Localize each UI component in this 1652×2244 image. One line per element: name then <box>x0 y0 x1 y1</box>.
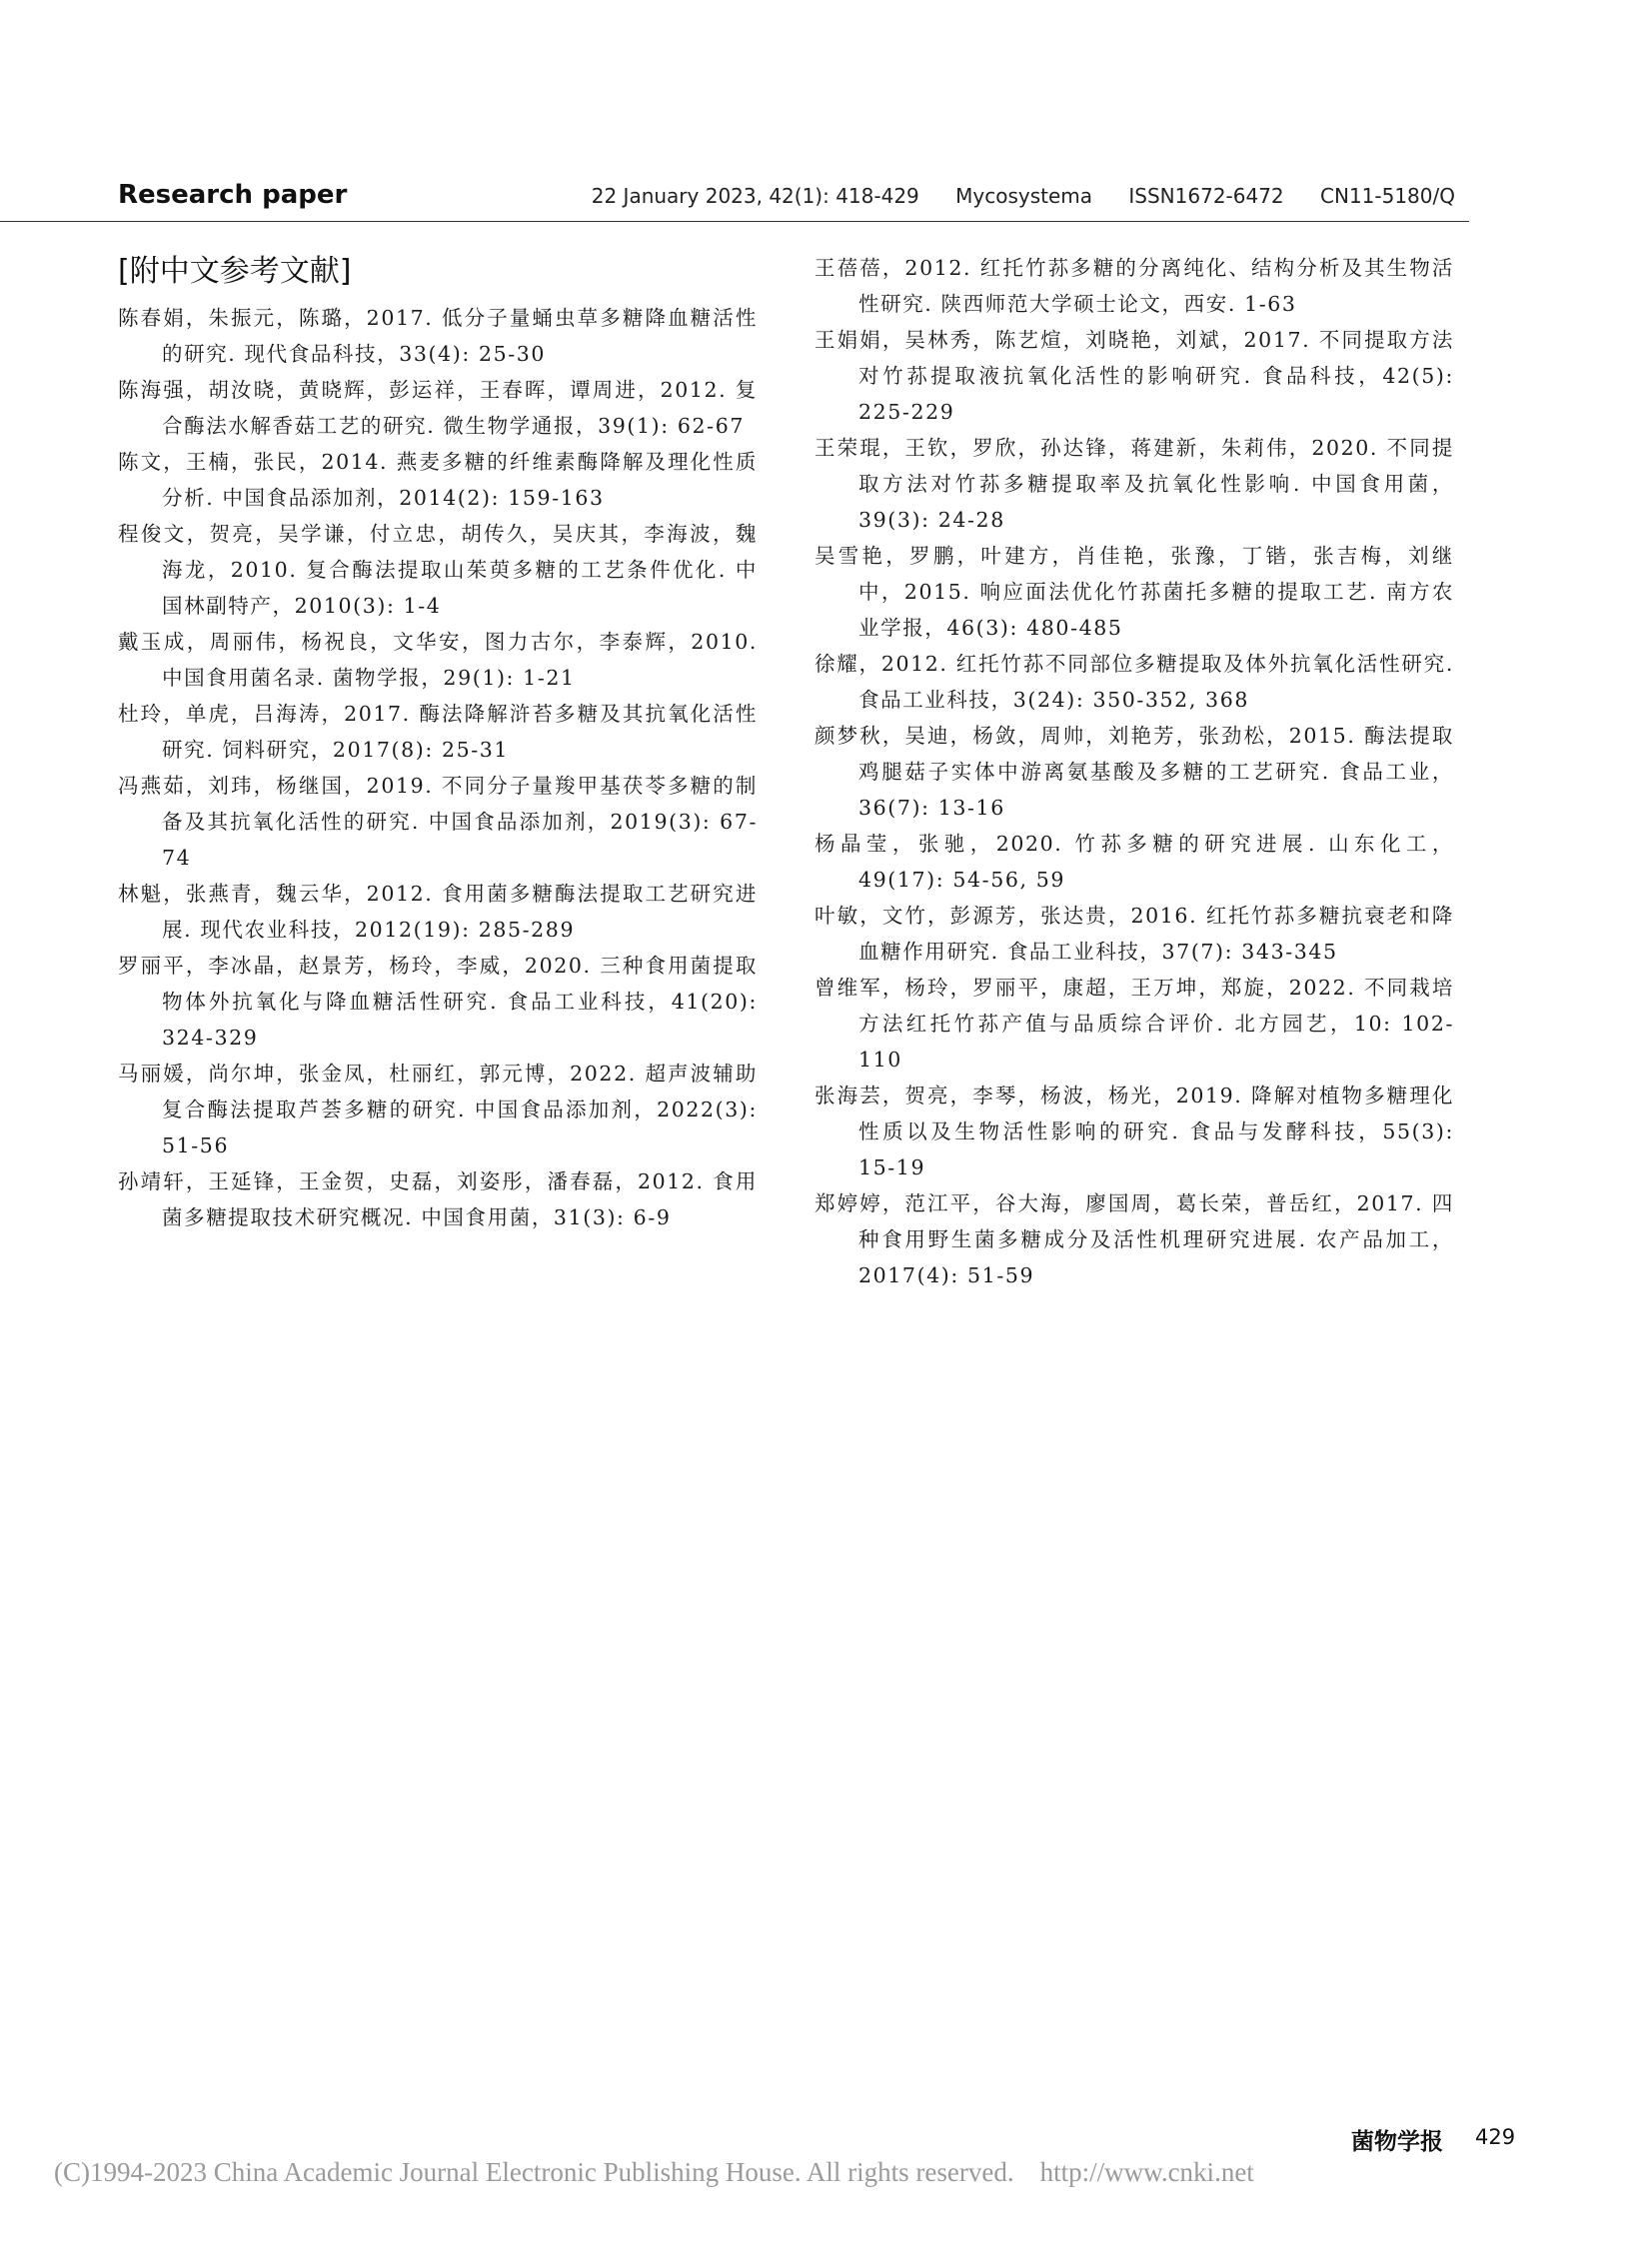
cn-number: CN11-5180/Q <box>1320 184 1455 208</box>
reference-item: 叶敏，文竹，彭源芳，张达贵，2016. 红托竹荪多糖抗衰老和降血糖作用研究. 食品工业科技，37(7): 343-345 <box>815 904 1454 964</box>
reference-item: 吴雪艳，罗鹏，叶建方，肖佳艳，张豫，丁锴，张吉梅，刘继中，2015. 响应面法优化竹荪菌托多糖的提取工艺. 南方农业学报，46(3): 480-485 <box>815 544 1454 640</box>
reference-item: 王荣琨，王钦，罗欣，孙达锋，蒋建新，朱莉伟，2020. 不同提取方法对竹荪多糖提取率及抗氧化性影响. 中国食用菌，39(3): 24-28 <box>815 436 1454 532</box>
cnki-link[interactable]: http://www.cnki.net <box>1039 2157 1254 2187</box>
header-rule <box>0 221 1469 222</box>
reference-item: 程俊文，贺亮，吴学谦，付立忠，胡传久，吴庆其，李海波，魏海龙，2010. 复合酶法提取山茱萸多糖的工艺条件优化. 中国林副特产，2010(3): 1-4 <box>118 522 758 618</box>
reference-item: 陈文，王楠，张民，2014. 燕麦多糖的纤维素酶降解及理化性质分析. 中国食品添加剂，2014(2): 159-163 <box>118 450 758 510</box>
article-type: Research paper <box>118 180 348 210</box>
issue-date: 22 January 2023, 42(1): 418-429 <box>591 184 919 208</box>
reference-item: 冯燕茹，刘玮，杨继国，2019. 不同分子量羧甲基茯苓多糖的制备及其抗氧化活性的研究. 中国食品添加剂，2019(3): 67-74 <box>118 774 758 870</box>
reference-item: 颜梦秋，吴迪，杨敛，周帅，刘艳芳，张劲松，2015. 酶法提取鸡腿菇子实体中游离氨基酸及多糖的工艺研究. 食品工业，36(7): 13-16 <box>815 724 1454 820</box>
journal-name: Mycosystema <box>955 184 1093 208</box>
reference-item: 罗丽平，李冰晶，赵景芳，杨玲，李威，2020. 三种食用菌提取物体外抗氧化与降血糖活性研究. 食品工业科技，41(20): 324-329 <box>118 954 758 1050</box>
issn: ISSN1672-6472 <box>1128 184 1284 208</box>
reference-item: 曾维军，杨玲，罗丽平，康超，王万坤，郑旋，2022. 不同栽培方法红托竹荪产值与品质综合评价. 北方园艺，10: 102-110 <box>815 976 1454 1072</box>
reference-item: 王蓓蓓，2012. 红托竹荪多糖的分离纯化、结构分析及其生物活性研究. 陕西师范大学硕士论文，西安. 1-63 <box>815 256 1454 316</box>
reference-column-left <box>118 250 758 1235</box>
reference-item: 杨晶莹，张驰，2020. 竹荪多糖的研究进展. 山东化工，49(17): 54-56, 59 <box>815 832 1454 892</box>
journal-info <box>562 184 1455 208</box>
reference-item: 林魁，张燕青，魏云华，2012. 食用菌多糖酶法提取工艺研究进展. 现代农业科技，2012(19): 285-289 <box>118 882 758 942</box>
copyright-text: (C)1994-2023 China Academic Journal Electronic Publishing House. All rights reserved. <box>54 2157 1014 2187</box>
running-header <box>118 176 1455 218</box>
reference-item: 陈春娟，朱振元，陈璐，2017. 低分子量蛹虫草多糖降血糖活性的研究. 现代食品科技，33(4): 25-30 <box>118 306 758 366</box>
reference-item: 郑婷婷，范江平，谷大海，廖国周，葛长荣，普岳红，2017. 四种食用野生菌多糖成分及活性机理研究进展. 农产品加工，2017(4): 51-59 <box>815 1191 1454 1287</box>
reference-item: 陈海强，胡汝晓，黄晓辉，彭运祥，王春晖，谭周进，2012. 复合酶法水解香菇工艺的研究. 微生物学通报，39(1): 62-67 <box>118 378 758 438</box>
reference-item: 孙靖轩，王延锋，王金贺，史磊，刘姿彤，潘春磊，2012. 食用菌多糖提取技术研究概况. 中国食用菌，31(3): 6-9 <box>118 1169 758 1229</box>
section-title: [附中文参考文献] <box>118 254 352 289</box>
page-number: 429 <box>1475 2125 1516 2149</box>
reference-item: 马丽媛，尚尔坤，张金凤，杜丽红，郭元博，2022. 超声波辅助复合酶法提取芦荟多糖的研究. 中国食品添加剂，2022(3): 51-56 <box>118 1062 758 1157</box>
reference-item: 徐耀，2012. 红托竹荪不同部位多糖提取及体外抗氧化活性研究. 食品工业科技，3(24): 350-352, 368 <box>815 652 1454 712</box>
footer-journal-title: 菌物学报 <box>1351 2129 1443 2155</box>
reference-item: 戴玉成，周丽伟，杨祝良，文华安，图力古尔，李泰辉，2010. 中国食用菌名录. 菌物学报，29(1): 1-21 <box>118 630 758 690</box>
reference-item: 张海芸，贺亮，李琴，杨波，杨光，2019. 降解对植物多糖理化性质以及生物活性影响的研究. 食品与发酵科技，55(3): 15-19 <box>815 1084 1454 1179</box>
reference-item: 王娟娟，吴林秀，陈艺煊，刘晓艳，刘斌，2017. 不同提取方法对竹荪提取液抗氧化活性的影响研究. 食品科技，42(5): 225-229 <box>815 328 1454 424</box>
copyright-watermark <box>54 2157 1254 2188</box>
reference-list-left <box>118 300 758 1235</box>
reference-column-right <box>815 250 1454 1293</box>
reference-list-right <box>815 250 1454 1293</box>
reference-item: 杜玲，单虎，吕海涛，2017. 酶法降解浒苔多糖及其抗氧化活性研究. 饲料研究，2017(8): 25-31 <box>118 702 758 762</box>
